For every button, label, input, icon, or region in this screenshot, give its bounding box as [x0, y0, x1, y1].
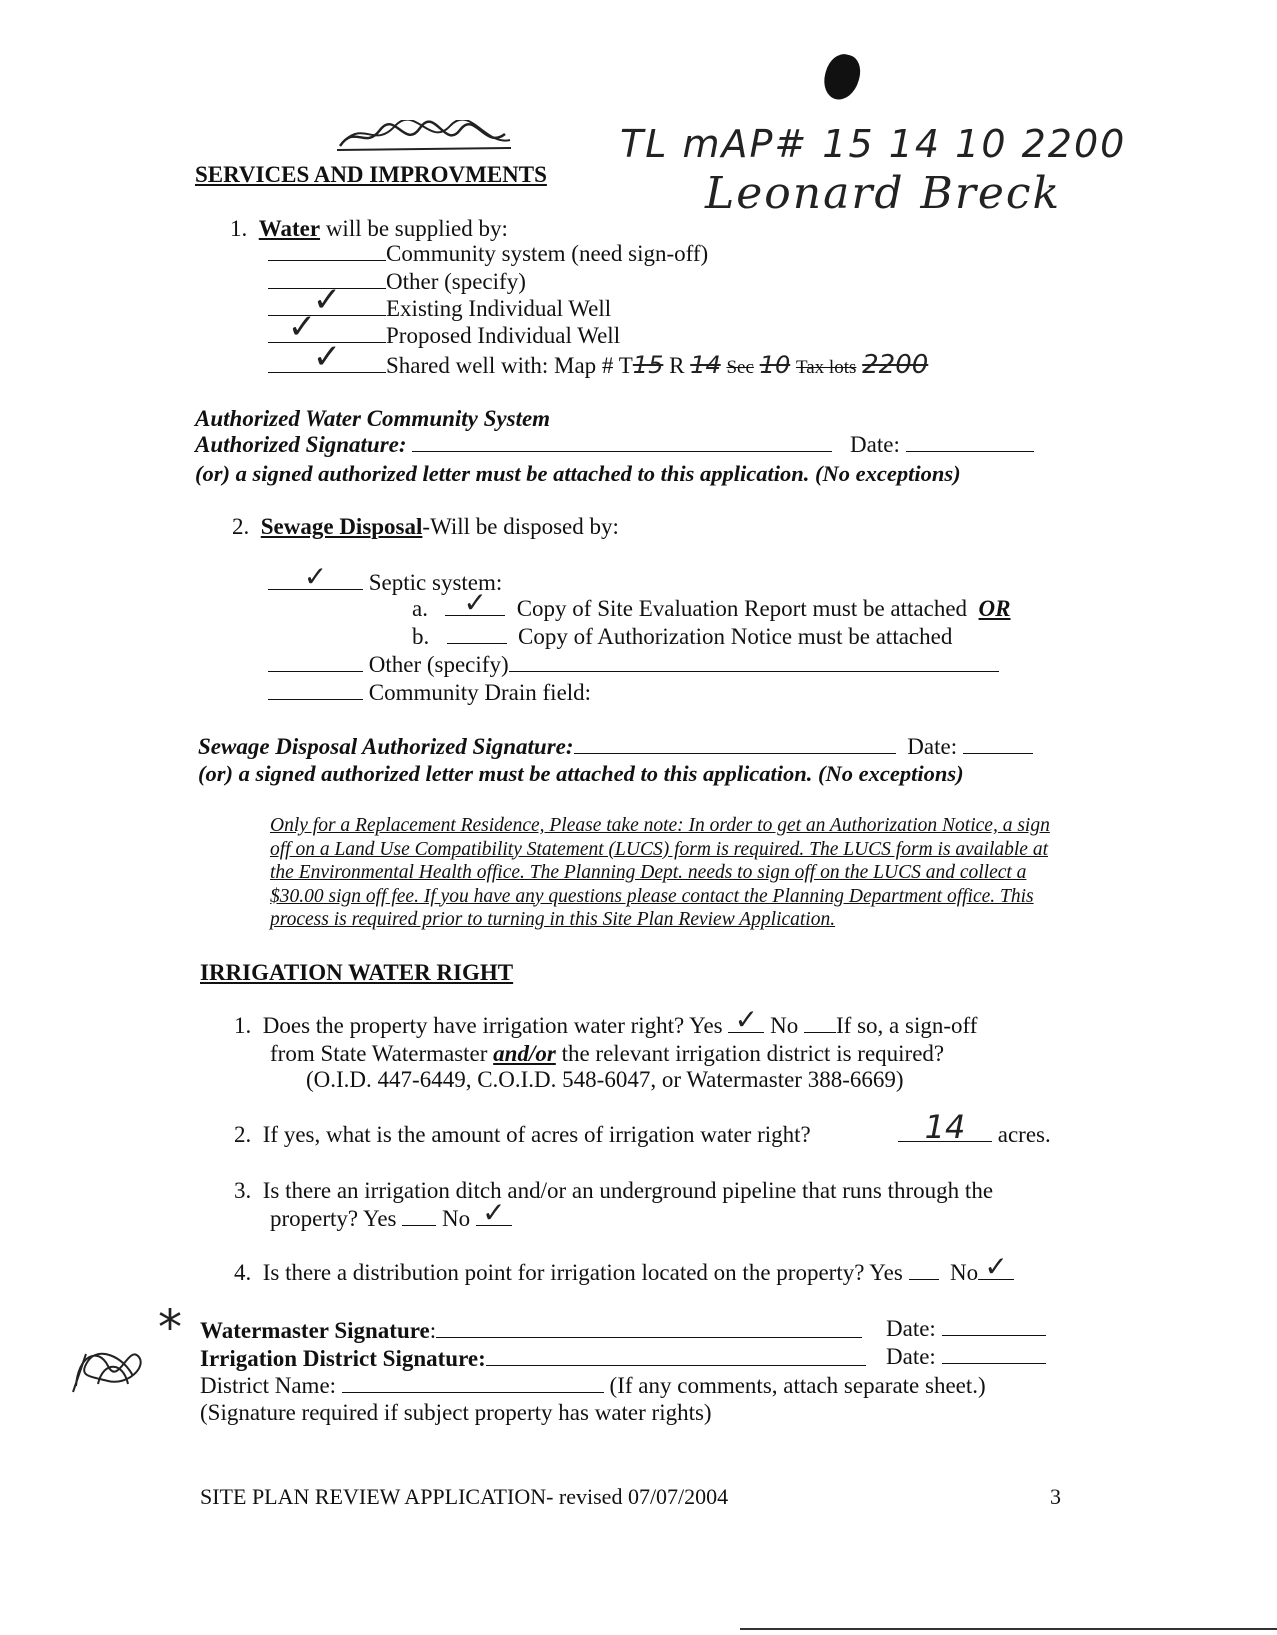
- shared-well-taxlots: 2200: [862, 350, 929, 380]
- irrigation-district-signature-field[interactable]: [486, 1347, 866, 1366]
- acres-value: 14: [924, 1108, 966, 1146]
- scribbled-stamp-icon: [335, 120, 515, 154]
- water-option-other[interactable]: Other (specify): [268, 269, 526, 295]
- irrigation-q3-yes[interactable]: [402, 1207, 436, 1226]
- auth-sewage-letter-note: (or) a signed authorized letter must be attached to this application. (No exceptions): [198, 761, 964, 786]
- auth-water-signature-row: Authorized Signature: Date:: [195, 432, 1034, 458]
- check-mark-icon: ✓: [312, 280, 342, 320]
- auth-water-signature-field[interactable]: [412, 433, 832, 452]
- irrigation-district-date-row: Date:: [886, 1344, 1046, 1370]
- services-heading: SERVICES AND IMPROVMENTS: [195, 162, 547, 187]
- sewage-option-a[interactable]: a. ✓ Copy of Site Evaluation Report must be attached OR: [412, 586, 1011, 621]
- handwritten-map-number: TL mAP# 15 14 10 2200: [620, 122, 1127, 166]
- margin-scribble-icon: [68, 1336, 148, 1396]
- sewage-option-septic[interactable]: ✓ Septic system:: [268, 570, 502, 596]
- irrigation-q4-yes[interactable]: [909, 1261, 939, 1280]
- shared-well-township: 15: [632, 351, 664, 379]
- shared-well-section: 10: [759, 351, 791, 379]
- shared-well-range: 14: [690, 351, 721, 379]
- ink-blot: [820, 50, 865, 103]
- auth-water-date-field[interactable]: [906, 433, 1034, 452]
- page-number: 3: [1050, 1484, 1061, 1509]
- irrigation-contacts: (O.I.D. 447-6449, C.O.I.D. 548-6047, or Watermaster 388-6669): [306, 1067, 904, 1092]
- auth-sewage-signature-row: Sewage Disposal Authorized Signature: Date:: [198, 734, 1033, 760]
- sewage-option-community-drain[interactable]: Community Drain field:: [268, 680, 591, 706]
- replacement-residence-note: Only for a Replacement Residence, Please take note: In order to get an Authorization Notice, a sign off on a Land Use Compatibility Statement (LUCS) form is required. The LUCS form is available at the Environmental Health office. The Planning Dept. needs to sign off on the LUCS and collect a $30.00 sign off fee. If you have any questions please contact the Planning Department office. This process is required prior to turning in this Site Plan Review Application.: [270, 815, 1050, 930]
- check-mark-icon: ✓: [984, 1250, 1008, 1283]
- irrigation-q2: 2. If yes, what is the amount of acres of irrigation water right?: [234, 1122, 811, 1147]
- watermaster-date-row: Date:: [886, 1316, 1046, 1342]
- check-mark-icon: ✓: [303, 560, 328, 593]
- irrigation-q1-line2: from State Watermaster and/or the relevant irrigation district is required?: [270, 1041, 945, 1066]
- auth-sewage-signature-field[interactable]: [574, 735, 896, 754]
- check-mark-icon: ✓: [287, 307, 317, 347]
- bottom-edge-line: [740, 1628, 1277, 1630]
- irrigation-acres-row: 14 acres.: [898, 1122, 1051, 1148]
- irrigation-q3-line2: property? Yes No ✓: [270, 1206, 512, 1232]
- star-mark-icon: *: [158, 1300, 184, 1356]
- irrigation-q1: 1. Does the property have irrigation water right? Yes ✓ No If so, a sign-off: [234, 1003, 978, 1038]
- signature-required-note: (Signature required if subject property has water rights): [200, 1400, 712, 1425]
- auth-sewage-date-field[interactable]: [963, 735, 1033, 754]
- check-mark-icon: ✓: [463, 586, 487, 619]
- irrigation-q4-no[interactable]: [978, 1250, 1014, 1283]
- water-option-community[interactable]: Community system (need sign-off): [268, 241, 708, 267]
- water-option-existing-well[interactable]: ✓ Existing Individual Well: [268, 296, 611, 322]
- irrigation-q3-no[interactable]: [476, 1196, 512, 1229]
- irrigation-q4: 4. Is there a distribution point for irrigation located on the property? Yes No ✓: [234, 1260, 1014, 1286]
- watermaster-date-field[interactable]: [942, 1317, 1046, 1336]
- auth-water-title: Authorized Water Community System: [195, 406, 551, 431]
- watermaster-signature-field[interactable]: [436, 1319, 862, 1338]
- scribbled-check-icon: ✓: [312, 337, 342, 377]
- irrigation-q1-no[interactable]: [804, 1014, 836, 1033]
- sewage-other-specify-field[interactable]: [509, 653, 999, 672]
- district-name-row: District Name: (If any comments, attach separate sheet.): [200, 1373, 986, 1398]
- irrigation-district-date-field[interactable]: [942, 1345, 1046, 1364]
- sewage-option-other[interactable]: Other (specify): [268, 652, 999, 678]
- water-question: 1. Water will be supplied by:: [230, 216, 508, 241]
- watermaster-signature-row: Watermaster Signature:: [200, 1318, 862, 1344]
- check-mark-icon: ✓: [482, 1196, 506, 1229]
- sewage-question: 2. Sewage Disposal-Will be disposed by:: [232, 514, 619, 539]
- water-option-proposed-well[interactable]: ✓ Proposed Individual Well: [268, 323, 620, 349]
- irrigation-q3: 3. Is there an irrigation ditch and/or an underground pipeline that runs through the: [234, 1178, 994, 1203]
- handwritten-owner-name: Leonard Breck: [705, 168, 1062, 219]
- check-mark-icon: ✓: [734, 1003, 759, 1036]
- auth-water-letter-note: (or) a signed authorized letter must be attached to this application. (No exceptions): [195, 461, 961, 486]
- water-option-shared-well[interactable]: ✓ Shared well with: Map # T15 R 14 Sec 10 Tax lots 2200: [268, 350, 928, 380]
- irrigation-heading: IRRIGATION WATER RIGHT: [200, 960, 514, 985]
- footer-title: SITE PLAN REVIEW APPLICATION- revised 07/07/2004: [200, 1484, 729, 1509]
- irrigation-q1-yes[interactable]: [728, 1003, 764, 1036]
- district-name-field[interactable]: [342, 1374, 604, 1393]
- sewage-option-b[interactable]: b. Copy of Authorization Notice must be attached: [412, 624, 953, 649]
- irrigation-district-signature-row: Irrigation District Signature:: [200, 1346, 866, 1372]
